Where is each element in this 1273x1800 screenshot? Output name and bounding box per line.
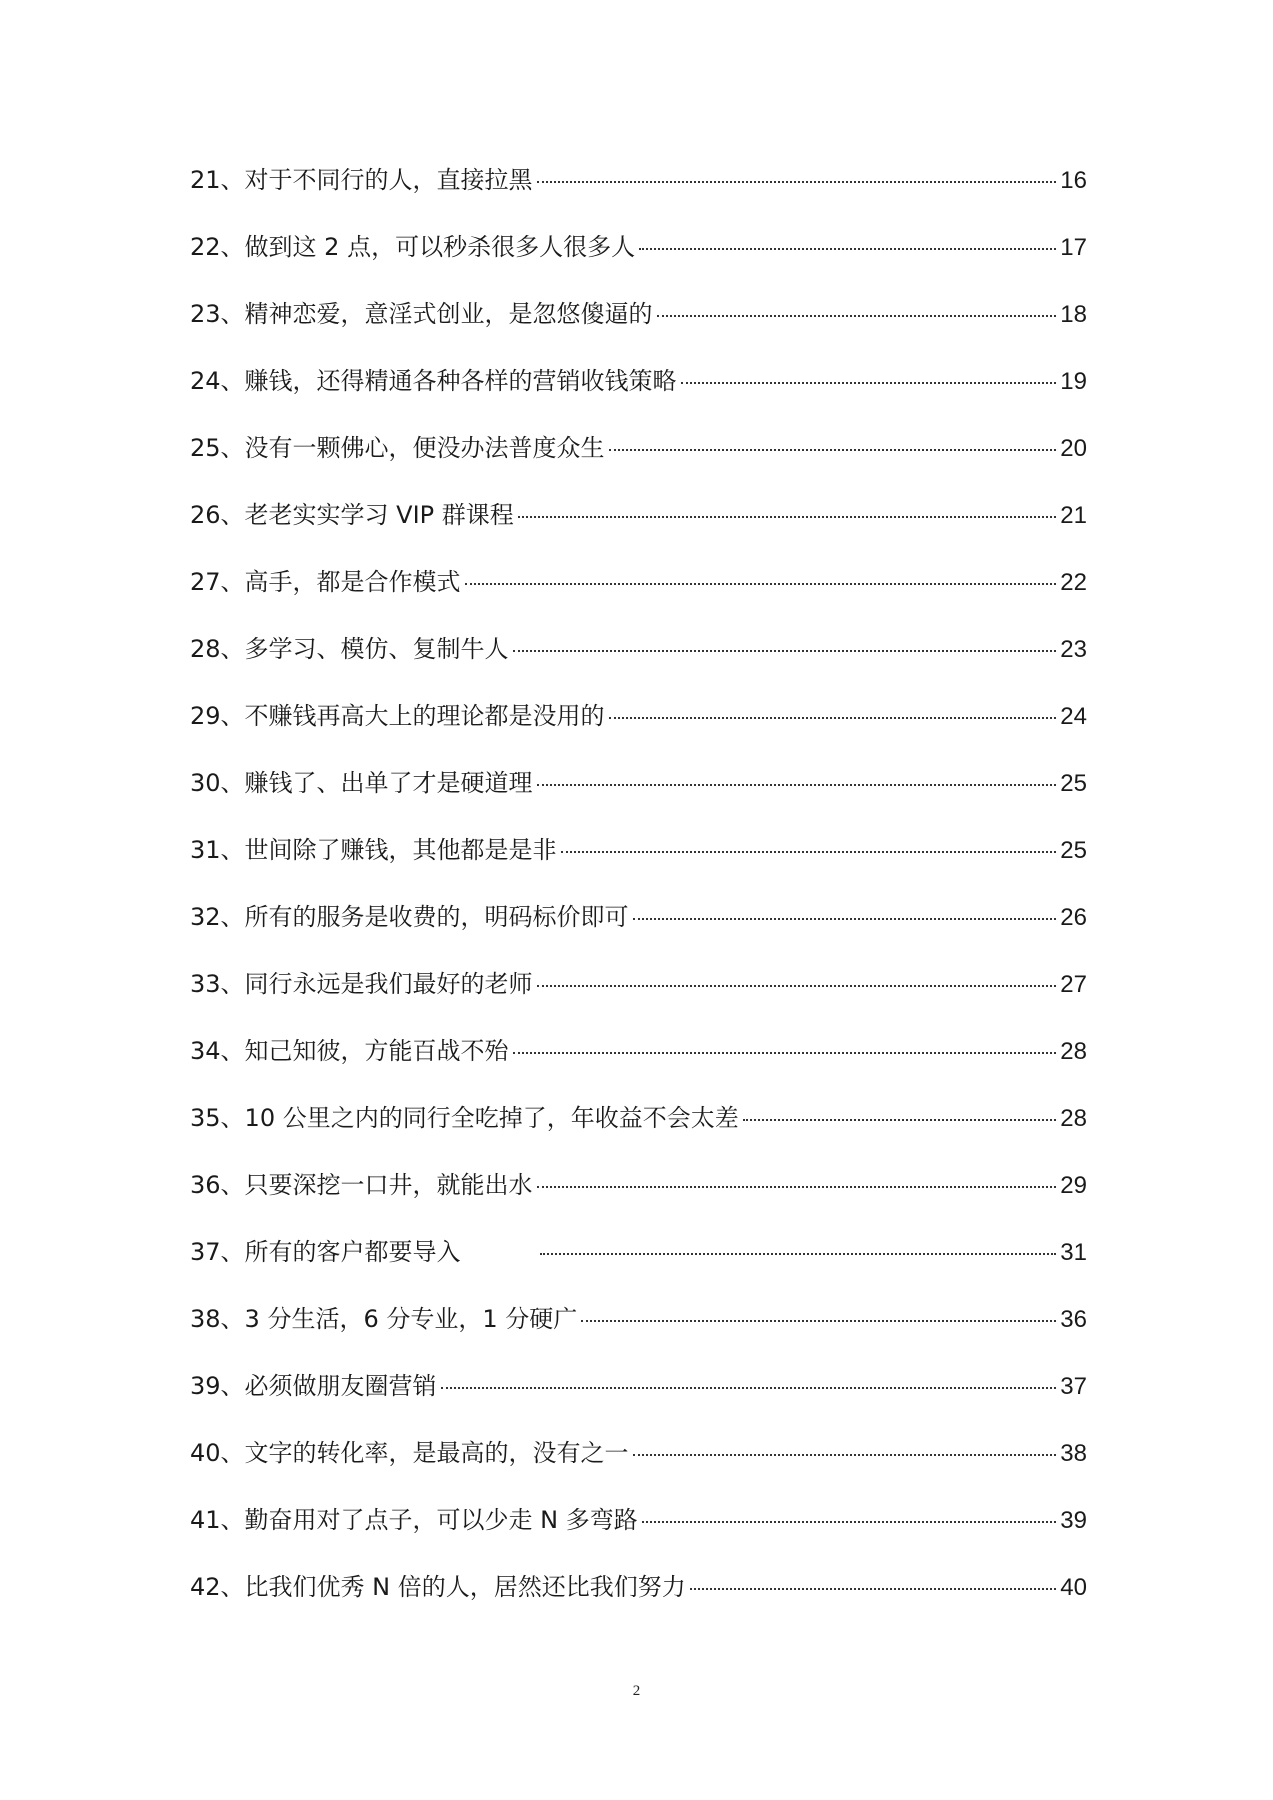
toc-entry[interactable] — [190, 897, 1087, 964]
toc-entry[interactable] — [190, 562, 1087, 629]
toc-dot-leader — [639, 248, 1056, 250]
toc-entry[interactable] — [190, 495, 1087, 562]
toc-entry-title: 赚钱，还得精通各种各样的营销收钱策略 — [244, 367, 677, 395]
toc-entry-title: 对于不同行的人，直接拉黑 — [244, 166, 533, 194]
toc-entry[interactable] — [190, 227, 1087, 294]
toc-entry-title: 不赚钱再高大上的理论都是没用的 — [244, 702, 605, 730]
toc-dot-leader — [681, 382, 1057, 384]
toc-dot-leader — [441, 1387, 1057, 1389]
page-number: 2 — [632, 1683, 641, 1699]
toc-entry-title: 老老实实学习 VIP 群课程 — [244, 501, 514, 529]
toc-dot-leader — [743, 1119, 1057, 1121]
toc-entry-title: 高手，都是合作模式 — [244, 568, 461, 596]
toc-entry-page: 25 — [1060, 770, 1087, 797]
toc-entry-number: 27、 — [190, 568, 245, 596]
toc-entry[interactable] — [190, 1567, 1087, 1634]
toc-entry[interactable] — [190, 964, 1087, 1031]
toc-dot-leader — [609, 449, 1057, 451]
toc-entry-title: 精神恋爱，意淫式创业，是忽悠傻逼的 — [244, 300, 653, 328]
toc-entry[interactable] — [190, 830, 1087, 897]
toc-entry-number: 34、 — [190, 1037, 245, 1065]
toc-entry-title: 所有的客户都要导入 — [244, 1238, 461, 1266]
toc-entry-number: 33、 — [190, 970, 245, 998]
toc-entry-page: 22 — [1060, 569, 1087, 596]
toc-entry-title: 赚钱了、出单了才是硬道理 — [244, 769, 533, 797]
toc-entry-number: 21、 — [190, 166, 245, 194]
toc-entry-title: 多学习、模仿、复制牛人 — [244, 635, 509, 663]
toc-entry[interactable] — [190, 361, 1087, 428]
toc-entry-number: 36、 — [190, 1171, 245, 1199]
toc-dot-leader — [657, 315, 1057, 317]
toc-dot-leader — [581, 1320, 1056, 1322]
toc-entry-page: 24 — [1060, 703, 1087, 730]
toc-entry-page: 25 — [1060, 837, 1087, 864]
toc-dot-leader — [690, 1588, 1057, 1590]
toc-entry-number: 32、 — [190, 903, 245, 931]
toc-entry-number: 40、 — [190, 1439, 245, 1467]
toc-entry-title: 3 分生活，6 分专业，1 分硬广 — [244, 1305, 578, 1333]
toc-entry[interactable] — [190, 1031, 1087, 1098]
toc-dot-leader — [537, 784, 1057, 786]
toc-entry-page: 20 — [1060, 435, 1087, 462]
toc-dot-leader — [537, 1186, 1057, 1188]
toc-entry-page: 37 — [1060, 1373, 1087, 1400]
toc-entry[interactable] — [190, 696, 1087, 763]
toc-entry-number: 30、 — [190, 769, 245, 797]
toc-entry-title: 只要深挖一口井，就能出水 — [244, 1171, 533, 1199]
toc-dot-leader — [540, 1253, 1057, 1255]
toc-entry-page: 40 — [1060, 1574, 1087, 1601]
toc-entry-title: 必须做朋友圈营销 — [244, 1372, 437, 1400]
toc-entry-page: 29 — [1060, 1172, 1087, 1199]
toc-entry-page: 27 — [1060, 971, 1087, 998]
toc-entry-page: 17 — [1060, 234, 1087, 261]
toc-entry-number: 42、 — [190, 1573, 245, 1601]
toc-dot-leader — [518, 516, 1057, 518]
toc-entry-page: 23 — [1060, 636, 1087, 663]
toc-entry-page: 28 — [1060, 1105, 1087, 1132]
toc-entry-page: 18 — [1060, 301, 1087, 328]
toc-entry-number: 28、 — [190, 635, 245, 663]
toc-entry-number: 23、 — [190, 300, 245, 328]
toc-entry-page: 31 — [1060, 1239, 1087, 1266]
toc-entry-title: 文字的转化率，是最高的，没有之一 — [244, 1439, 629, 1467]
toc-entry-number: 39、 — [190, 1372, 245, 1400]
toc-entry[interactable] — [190, 1299, 1087, 1366]
toc-entry-number: 26、 — [190, 501, 245, 529]
toc-entry-title: 比我们优秀 N 倍的人，居然还比我们努力 — [244, 1573, 686, 1601]
toc-entry-title: 所有的服务是收费的，明码标价即可 — [244, 903, 629, 931]
toc-dot-leader — [537, 985, 1057, 987]
toc-dot-leader — [609, 717, 1057, 719]
toc-entry-number: 24、 — [190, 367, 245, 395]
toc-entry-page: 21 — [1060, 502, 1087, 529]
toc-entry-title: 知己知彼，方能百战不殆 — [244, 1037, 509, 1065]
toc-dot-leader — [465, 583, 1057, 585]
toc-entry-title: 同行永远是我们最好的老师 — [244, 970, 533, 998]
toc-entry-page: 36 — [1060, 1306, 1087, 1333]
toc-entry-number: 38、 — [190, 1305, 245, 1333]
toc-entry[interactable] — [190, 428, 1087, 495]
toc-entry-page: 28 — [1060, 1038, 1087, 1065]
toc-entry[interactable] — [190, 1500, 1087, 1567]
toc-entry[interactable] — [190, 1232, 1087, 1299]
table-of-contents — [190, 160, 1087, 1634]
toc-entry[interactable] — [190, 1366, 1087, 1433]
toc-entry[interactable] — [190, 629, 1087, 696]
toc-entry-title: 勤奋用对了点子，可以少走 N 多弯路 — [244, 1506, 638, 1534]
toc-entry-page: 39 — [1060, 1507, 1087, 1534]
toc-dot-leader — [561, 851, 1057, 853]
toc-dot-leader — [633, 918, 1057, 920]
toc-entry-number: 31、 — [190, 836, 245, 864]
toc-dot-leader — [513, 650, 1057, 652]
toc-dot-leader — [642, 1521, 1057, 1523]
toc-entry-number: 41、 — [190, 1506, 245, 1534]
toc-entry-number: 37、 — [190, 1238, 245, 1266]
toc-dot-leader — [537, 181, 1057, 183]
toc-dot-leader — [513, 1052, 1057, 1054]
toc-entry-title: 世间除了赚钱，其他都是是非 — [244, 836, 557, 864]
toc-dot-leader — [633, 1454, 1057, 1456]
toc-entry[interactable] — [190, 1165, 1087, 1232]
toc-entry[interactable] — [190, 1098, 1087, 1165]
toc-entry[interactable] — [190, 1433, 1087, 1500]
toc-entry-page: 16 — [1060, 167, 1087, 194]
toc-entry[interactable] — [190, 160, 1087, 227]
toc-entry[interactable] — [190, 763, 1087, 830]
toc-entry-title: 没有一颗佛心，便没办法普度众生 — [244, 434, 605, 462]
toc-entry[interactable] — [190, 294, 1087, 361]
toc-entry-number: 29、 — [190, 702, 245, 730]
toc-entry-title: 10 公里之内的同行全吃掉了，年收益不会太差 — [244, 1104, 739, 1132]
toc-entry-number: 22、 — [190, 233, 245, 261]
toc-entry-number: 25、 — [190, 434, 245, 462]
toc-entry-page: 38 — [1060, 1440, 1087, 1467]
toc-entry-title: 做到这 2 点，可以秒杀很多人很多人 — [244, 233, 636, 261]
toc-entry-page: 19 — [1060, 368, 1087, 395]
toc-entry-number: 35、 — [190, 1104, 245, 1132]
toc-entry-page: 26 — [1060, 904, 1087, 931]
